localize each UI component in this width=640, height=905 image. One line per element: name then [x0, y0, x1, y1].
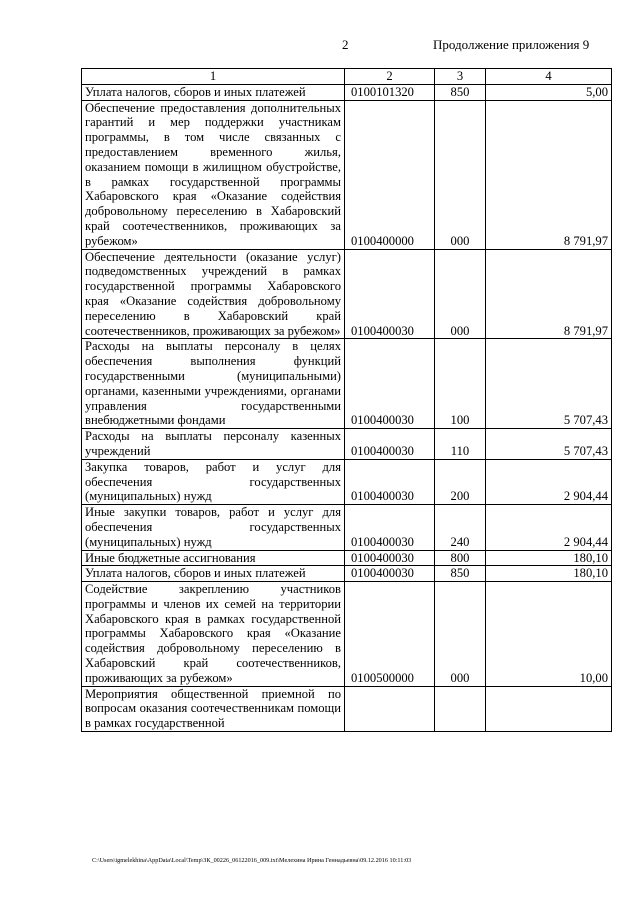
- table-row: [82, 339, 612, 429]
- row-vr: 000: [435, 249, 486, 339]
- row-sum: 2 904,44: [486, 505, 612, 550]
- row-code: 0100500000: [345, 582, 435, 687]
- table-row: [82, 249, 612, 339]
- table-row: [82, 566, 612, 582]
- row-code: 0100400030: [345, 459, 435, 504]
- row-vr: 850: [435, 566, 486, 582]
- continuation-label: Продолжение приложения 9: [433, 37, 590, 52]
- header-cell: 2: [345, 69, 435, 85]
- table-row: [82, 84, 612, 100]
- row-sum: 180,10: [486, 550, 612, 566]
- row-code: 0100400030: [345, 339, 435, 429]
- row-name: Уплата налогов, сборов и иных платежей: [82, 84, 345, 100]
- row-sum: 2 904,44: [486, 459, 612, 504]
- header-cell: 3: [435, 69, 486, 85]
- budget-table: [81, 68, 612, 732]
- row-vr: 110: [435, 429, 486, 460]
- row-sum: 8 791,97: [486, 249, 612, 339]
- row-sum: 5 707,43: [486, 339, 612, 429]
- row-sum: 5 707,43: [486, 429, 612, 460]
- table-row: [82, 505, 612, 550]
- row-code: 0100400030: [345, 505, 435, 550]
- row-vr: 000: [435, 100, 486, 249]
- row-sum: 180,10: [486, 566, 612, 582]
- row-vr: 200: [435, 459, 486, 504]
- header-cell: 1: [82, 69, 345, 85]
- row-name: Закупка товаров, работ и услуг для обеспечения государственных (муниципальных) нужд: [82, 459, 345, 504]
- table-row: [82, 686, 612, 731]
- row-vr: [435, 686, 486, 731]
- row-code: 0100400030: [345, 566, 435, 582]
- row-name: Уплата налогов, сборов и иных платежей: [82, 566, 345, 582]
- row-code: 0100101320: [345, 84, 435, 100]
- row-name: Иные закупки товаров, работ и услуг для обеспечения государственных (муниципальных) нужд: [82, 505, 345, 550]
- row-name: Расходы на выплаты персоналу в целях обеспечения выполнения функций государственными (муниципальными) органами, казенными учреждениями, органами управления государственными внебюджетными фондами: [82, 339, 345, 429]
- row-sum: [486, 686, 612, 731]
- row-vr: 800: [435, 550, 486, 566]
- row-code: 0100400030: [345, 249, 435, 339]
- row-name: Обеспечение деятельности (оказание услуг) подведомственных учреждений в рамках государственной программы Хабаровского края «Оказание содействия добровольному переселению в Хабаровский край соотечественников, проживающих за рубежом»: [82, 249, 345, 339]
- row-name: Содействие закреплению участников программы и членов их семей на территории Хабаровского края в рамках государственной программы Хабаровского края «Оказание содействия добровольному переселению в Хабаровский край соотечественников, проживающих за рубежом»: [82, 582, 345, 687]
- row-name: Расходы на выплаты персоналу казенных учреждений: [82, 429, 345, 460]
- row-vr: 000: [435, 582, 486, 687]
- table-row: [82, 100, 612, 249]
- row-vr: 850: [435, 84, 486, 100]
- page-number: 2: [342, 37, 349, 52]
- row-name: Мероприятия общественной приемной по вопросам оказания соотечественникам помощи в рамках государственной: [82, 686, 345, 731]
- row-code: 0100400000: [345, 100, 435, 249]
- table-header-row: [82, 69, 612, 85]
- row-name: Иные бюджетные ассигнования: [82, 550, 345, 566]
- row-vr: 100: [435, 339, 486, 429]
- row-vr: 240: [435, 505, 486, 550]
- table-row: [82, 550, 612, 566]
- table-row: [82, 459, 612, 504]
- table-row: [82, 582, 612, 687]
- table-row: [82, 429, 612, 460]
- header-cell: 4: [486, 69, 612, 85]
- row-code: [345, 686, 435, 731]
- row-sum: 10,00: [486, 582, 612, 687]
- row-sum: 8 791,97: [486, 100, 612, 249]
- row-code: 0100400030: [345, 429, 435, 460]
- file-path-footer: C:\Users\igmelekhina\AppData\Local\Temp\ЗК_00226_06122016_009.txt\Мелехина Ирина Геннадьевна\09.12.2016 10:11:03: [92, 857, 412, 864]
- row-code: 0100400030: [345, 550, 435, 566]
- row-name: Обеспечение предоставления дополнительных гарантий и мер поддержки участникам программы, в том числе связанных с предоставлением временного жилья, оказанием помощи в жилищном обустройстве, в рамках государственной программы Хабаровского края «Оказание содействия добровольному переселению в Хабаровский край соотечественников, проживающих за рубежом»: [82, 100, 345, 249]
- row-sum: 5,00: [486, 84, 612, 100]
